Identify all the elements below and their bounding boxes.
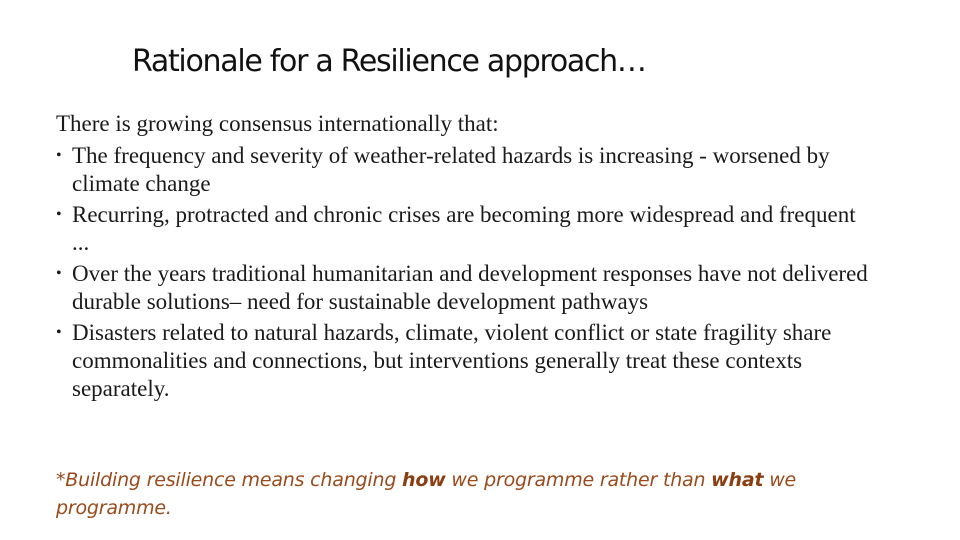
bullet-item: [56, 142, 876, 198]
emphasis-bold-what: what: [711, 469, 764, 491]
slide-title: Rationale for a Resilience approach…: [132, 44, 646, 79]
bullet-marker: •: [56, 324, 62, 341]
bullet-text: Disasters related to natural hazards, climate, violent conflict or state fragility share commonalities and connections, but interventions generally treat these contexts separately.: [72, 320, 832, 401]
bullet-text: Recurring, protracted and chronic crises are becoming more widespread and frequent ...: [72, 202, 856, 255]
bullet-marker: •: [56, 265, 62, 282]
emphasis-text-2: we programme rather than: [445, 469, 712, 491]
emphasis-statement: [56, 466, 876, 522]
bullet-item: [56, 319, 876, 403]
intro-text: There is growing consensus internationally that:: [56, 111, 499, 136]
bullet-item: [56, 260, 876, 316]
emphasis-text-1: *Building resilience means changing: [56, 469, 403, 491]
bullet-text: Over the years traditional humanitarian and development responses have not delivered durable solutions– need for sustainable development pathways: [72, 261, 868, 314]
bullet-item: [56, 201, 876, 257]
emphasis-bold-how: how: [402, 469, 446, 491]
bullet-text: The frequency and severity of weather-related hazards is increasing - worsened by climate change: [72, 143, 830, 196]
bullet-marker: •: [56, 147, 62, 164]
emphasis-text-3: we programme.: [56, 469, 797, 519]
bullet-list: [56, 142, 876, 403]
slide-body: [56, 109, 876, 406]
bullet-marker: •: [56, 206, 62, 223]
